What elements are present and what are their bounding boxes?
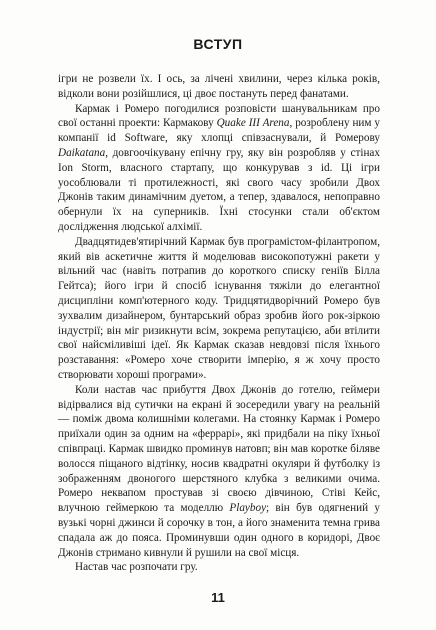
paragraph-text: , розроблену ним у компанії id Software, яку хлопці співзаснували, й Ромерову <box>58 117 380 145</box>
paragraph-text: Кармак і Ромеро погодилися розповісти шанувальникам про свої останні проекти: Кармакову <box>58 102 380 130</box>
paragraph-text: Настав час розпочати гру. <box>75 561 198 574</box>
chapter-title: ВСТУП <box>193 36 243 52</box>
paragraph-text: Коли настав час прибуття Двох Джонів до готелю, геймери відірвалися від сутички на екрані й зосередили увагу на реальній — поміж двома колишніми колегами. На стоянку Кармак і Ромеро приїхали один за одним на «феррарі», які придбали на піку їхньої співпраці. Кармак швидко проминув натовп; він мав коротке біляве волосся піщаного відтінку, носив квадратні окуляри й футболку із зображенням двоногого шерстяного клубка з великими очима. Ромеро неквапом простував зі своєю дівчиною, Стіві Кейс, влучною геймеркою та моделлю <box>58 383 380 515</box>
paragraph-1 <box>58 72 380 102</box>
game-title-quake: Quake III Arena <box>216 117 290 130</box>
paragraph-text: ; він був одягнений у вузькі чорні джинси й сорочку в тон, а його знаменита темна грива спадала аж до пояса. Проминувши один одного в коридорі, Двоє Джонів стримано кивнули й рушили на свої місця. <box>58 502 380 559</box>
body-text <box>58 72 380 575</box>
game-title-daikatana: Daikatana <box>58 146 106 159</box>
paragraph-3 <box>58 235 380 383</box>
paragraph-2 <box>58 102 380 235</box>
page-number: 11 <box>211 590 225 605</box>
paragraph-text: Двадцятидев'ятирічний Кармак був програмістом-філантропом, який вів аскетичне життя й моделював високопотужні ракети у вільний час (навіть потрапив до короткого списку геніїв Білла Гейтса); його ігри й спосіб існування тяжіли до елегантної дисципліни комп'ютерного коду. Тридцятидворічний Ромеро був зухвалим дизайнером, бунтарський образ зробив його рок-зіркою індустрії; він міг ризикнути всім, зокрема репутацією, аби втілити свої найсміливіші ідеї. Як Кармак сказав невдовзі після їхнього розставання: «Ромеро хоче створити імперію, я ж хочу просто створювати хороші програми». <box>58 235 380 381</box>
paragraph-text: , довгоочікувану епічну гру, яку він розробляв у стінах Ion Storm, власного стартапу, що конкурував з id. Ці ігри уособлювали ті протилежності, які свого часу зробили Двох Джонів таким динамічним дуетом, а тепер, здавалося, непоправно обернули їх на суперників. Їхні стосунки стали об'єктом дослідження людської алхімії. <box>58 146 380 233</box>
paragraph-text: ігри не розвели їх. І ось, за лічені хвилини, через кілька років, відколи вони розійшлися, ці двоє постануть перед фанатами. <box>58 73 380 100</box>
paragraph-4 <box>58 383 380 561</box>
paragraph-5 <box>58 560 380 575</box>
magazine-title-playboy: Playboy <box>229 502 267 515</box>
